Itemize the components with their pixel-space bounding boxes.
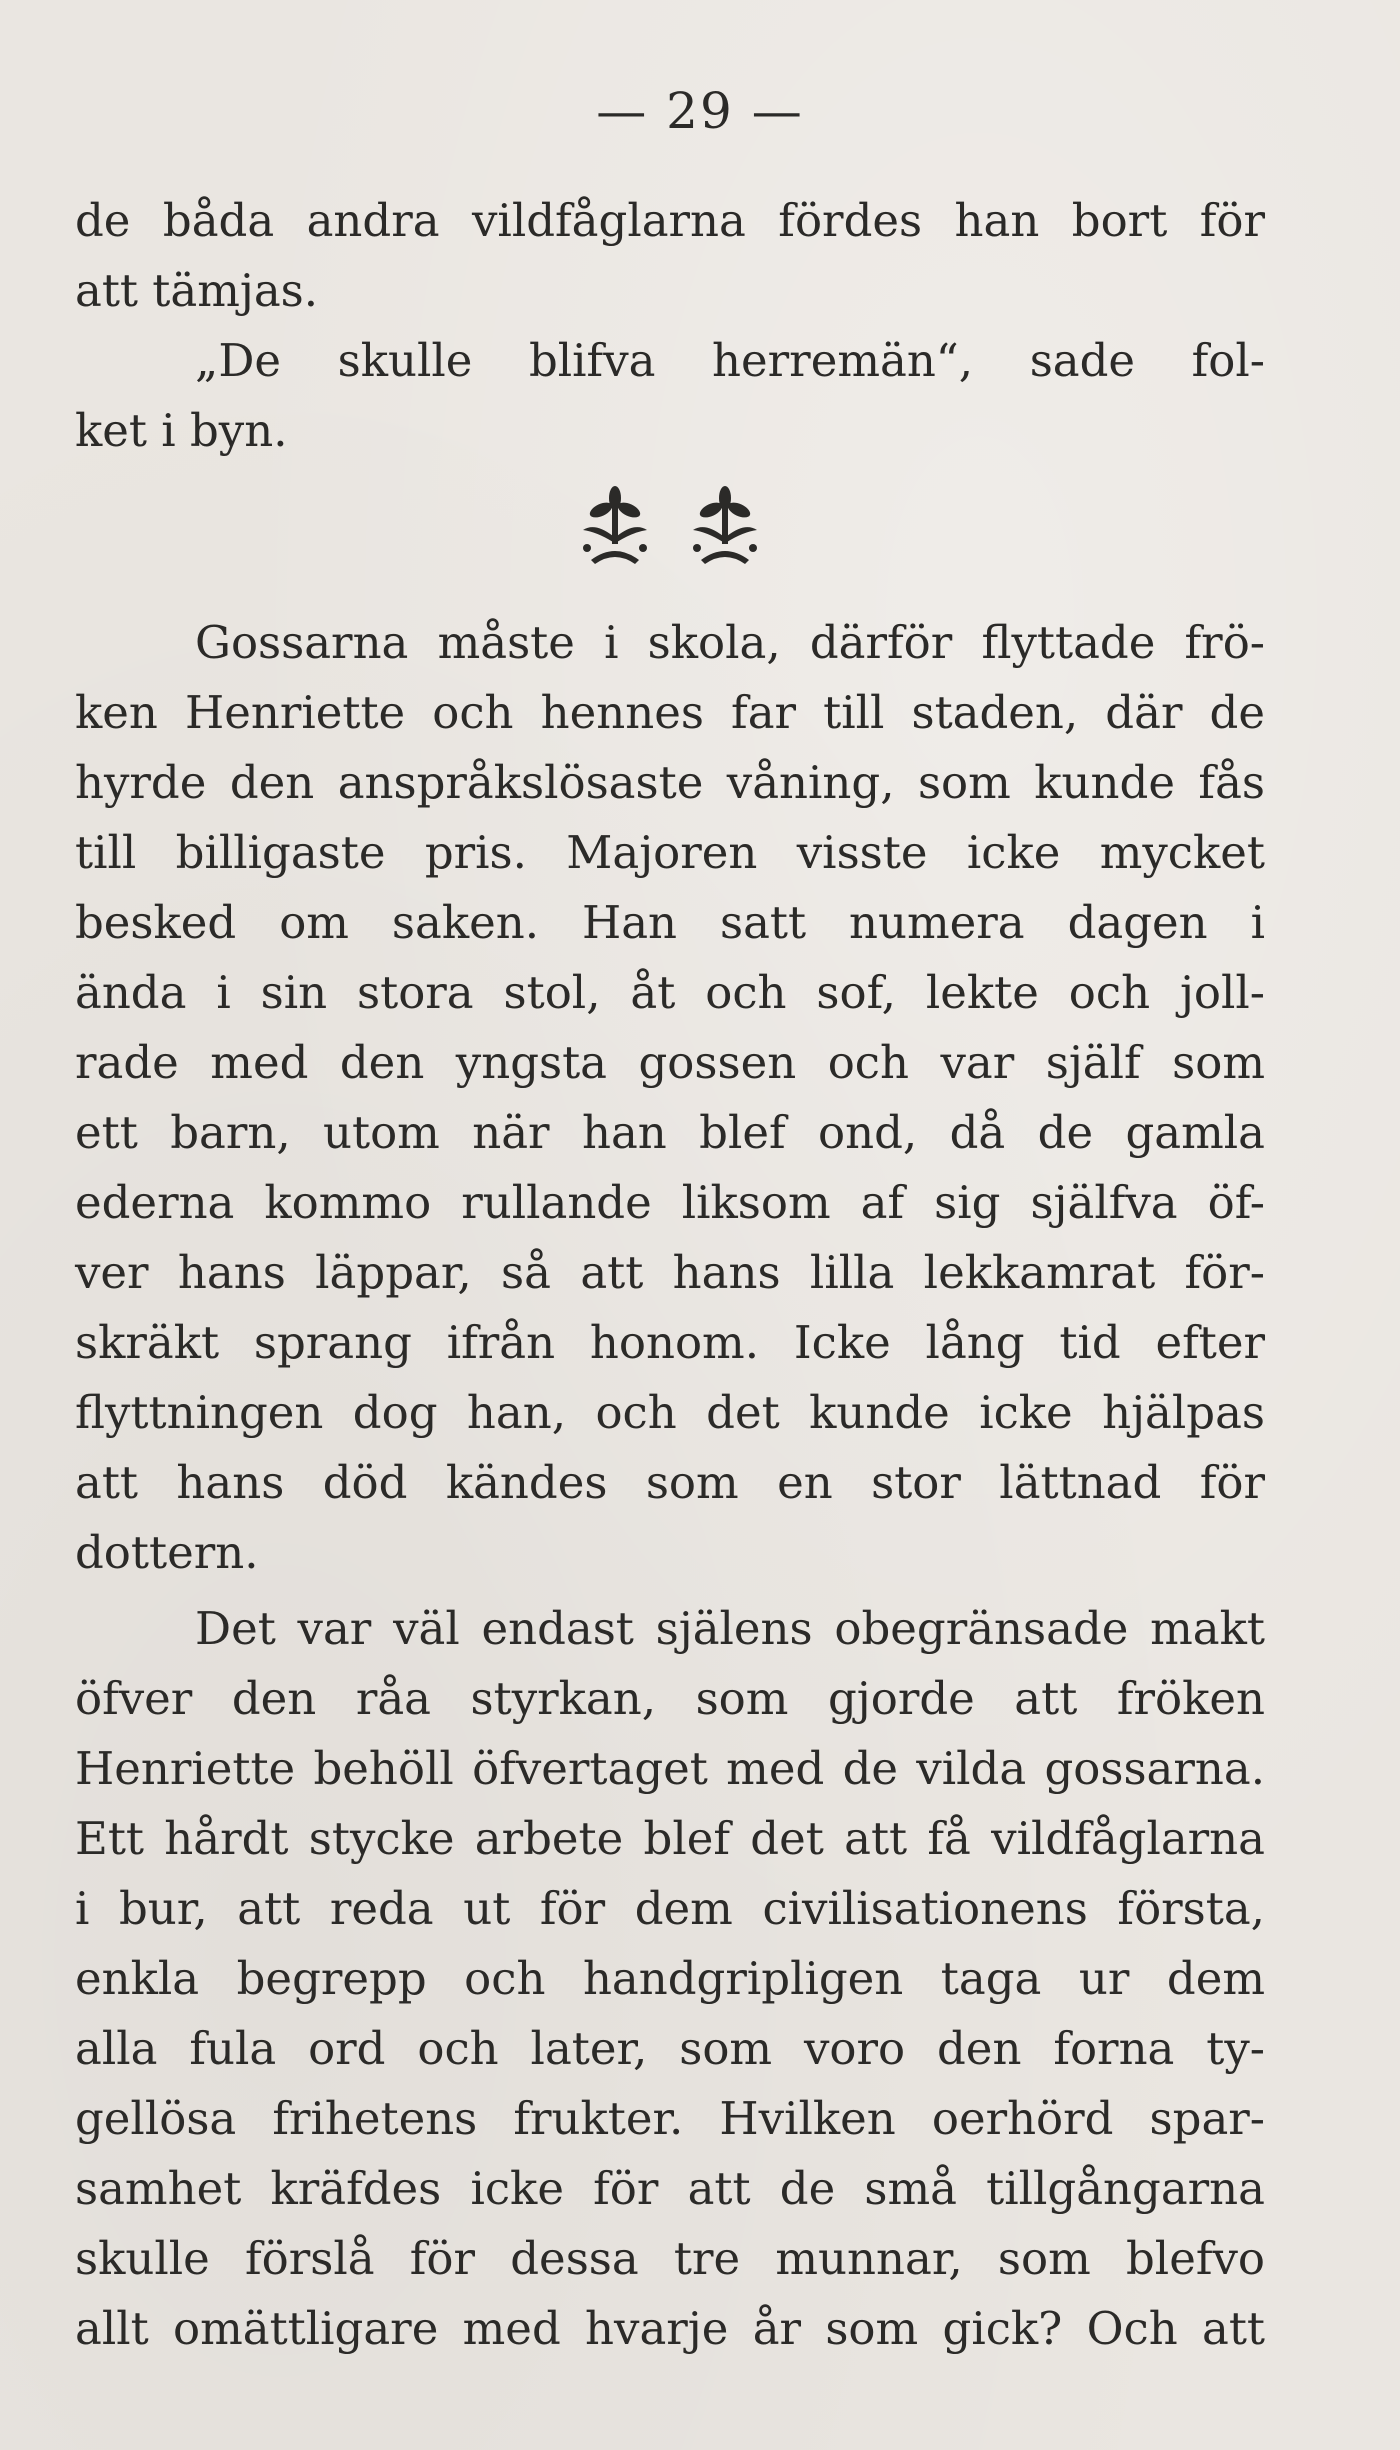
- text-line: besked om saken. Han satt numera dagen i: [75, 896, 1265, 949]
- text-line: de båda andra vildfåglarna fördes han bort för: [75, 194, 1265, 247]
- text-line: alla fula ord och later, som voro den forna ty-: [75, 2022, 1265, 2075]
- text-line: Gossarna måste i skola, därför flyttade frö-: [195, 616, 1265, 669]
- text-line: rade med den yngsta gossen och var själf som: [75, 1036, 1265, 1089]
- text-line: Henriette behöll öfvertaget med de vilda gossarna.: [75, 1742, 1265, 1795]
- text-line: enkla begrepp och handgripligen taga ur dem: [75, 1952, 1265, 2005]
- fleuron-icon: [575, 482, 655, 570]
- text-line: ederna kommo rullande liksom af sig själfva öf-: [75, 1176, 1265, 1229]
- text-line: ver hans läppar, så att hans lilla lekkamrat för-: [75, 1246, 1265, 1299]
- text-line: skräkt sprang ifrån honom. Icke lång tid efter: [75, 1316, 1265, 1369]
- fleuron-icon: [685, 482, 765, 570]
- text-line: ett barn, utom när han blef ond, då de gamla: [75, 1106, 1265, 1159]
- text-line: att hans död kändes som en stor lättnad för: [75, 1456, 1265, 1509]
- text-line: ända i sin stora stol, åt och sof, lekte och joll-: [75, 966, 1265, 1019]
- text-line: öfver den råa styrkan, som gjorde att fröken: [75, 1672, 1265, 1725]
- paragraph-3: [75, 1594, 1265, 2364]
- text-line: „De skulle blifva herremän“, sade fol-: [195, 334, 1265, 387]
- section-ornament: [575, 480, 765, 572]
- text-line: i bur, att reda ut för dem civilisationens första,: [75, 1882, 1265, 1935]
- text-line: samhet kräfdes icke för att de små tillgångarna: [75, 2162, 1265, 2215]
- text-line: hyrde den anspråkslösaste våning, som kunde fås: [75, 756, 1265, 809]
- text-line: flyttningen dog han, och det kunde icke hjälpas: [75, 1386, 1265, 1439]
- text-line: till billigaste pris. Majoren visste icke mycket: [75, 826, 1265, 879]
- page-number: — 29 —: [596, 82, 804, 140]
- text-line: allt omättligare med hvarje år som gick? Och att: [75, 2302, 1265, 2355]
- text-line: Det var väl endast själens obegränsade makt: [195, 1602, 1265, 1655]
- text-line: skulle förslå för dessa tre munnar, som blefvo: [75, 2232, 1265, 2285]
- text-line: dottern.: [75, 1526, 259, 1579]
- paragraph-1: [75, 186, 1265, 466]
- text-line: ken Henriette och hennes far till staden, där de: [75, 686, 1265, 739]
- paragraph-2: [75, 608, 1265, 1588]
- text-line: gellösa frihetens frukter. Hvilken oerhörd spar-: [75, 2092, 1265, 2145]
- text-line: att tämjas.: [75, 264, 319, 317]
- text-line: ket i byn.: [75, 404, 288, 457]
- text-line: Ett hårdt stycke arbete blef det att få vildfåglarna: [75, 1812, 1265, 1865]
